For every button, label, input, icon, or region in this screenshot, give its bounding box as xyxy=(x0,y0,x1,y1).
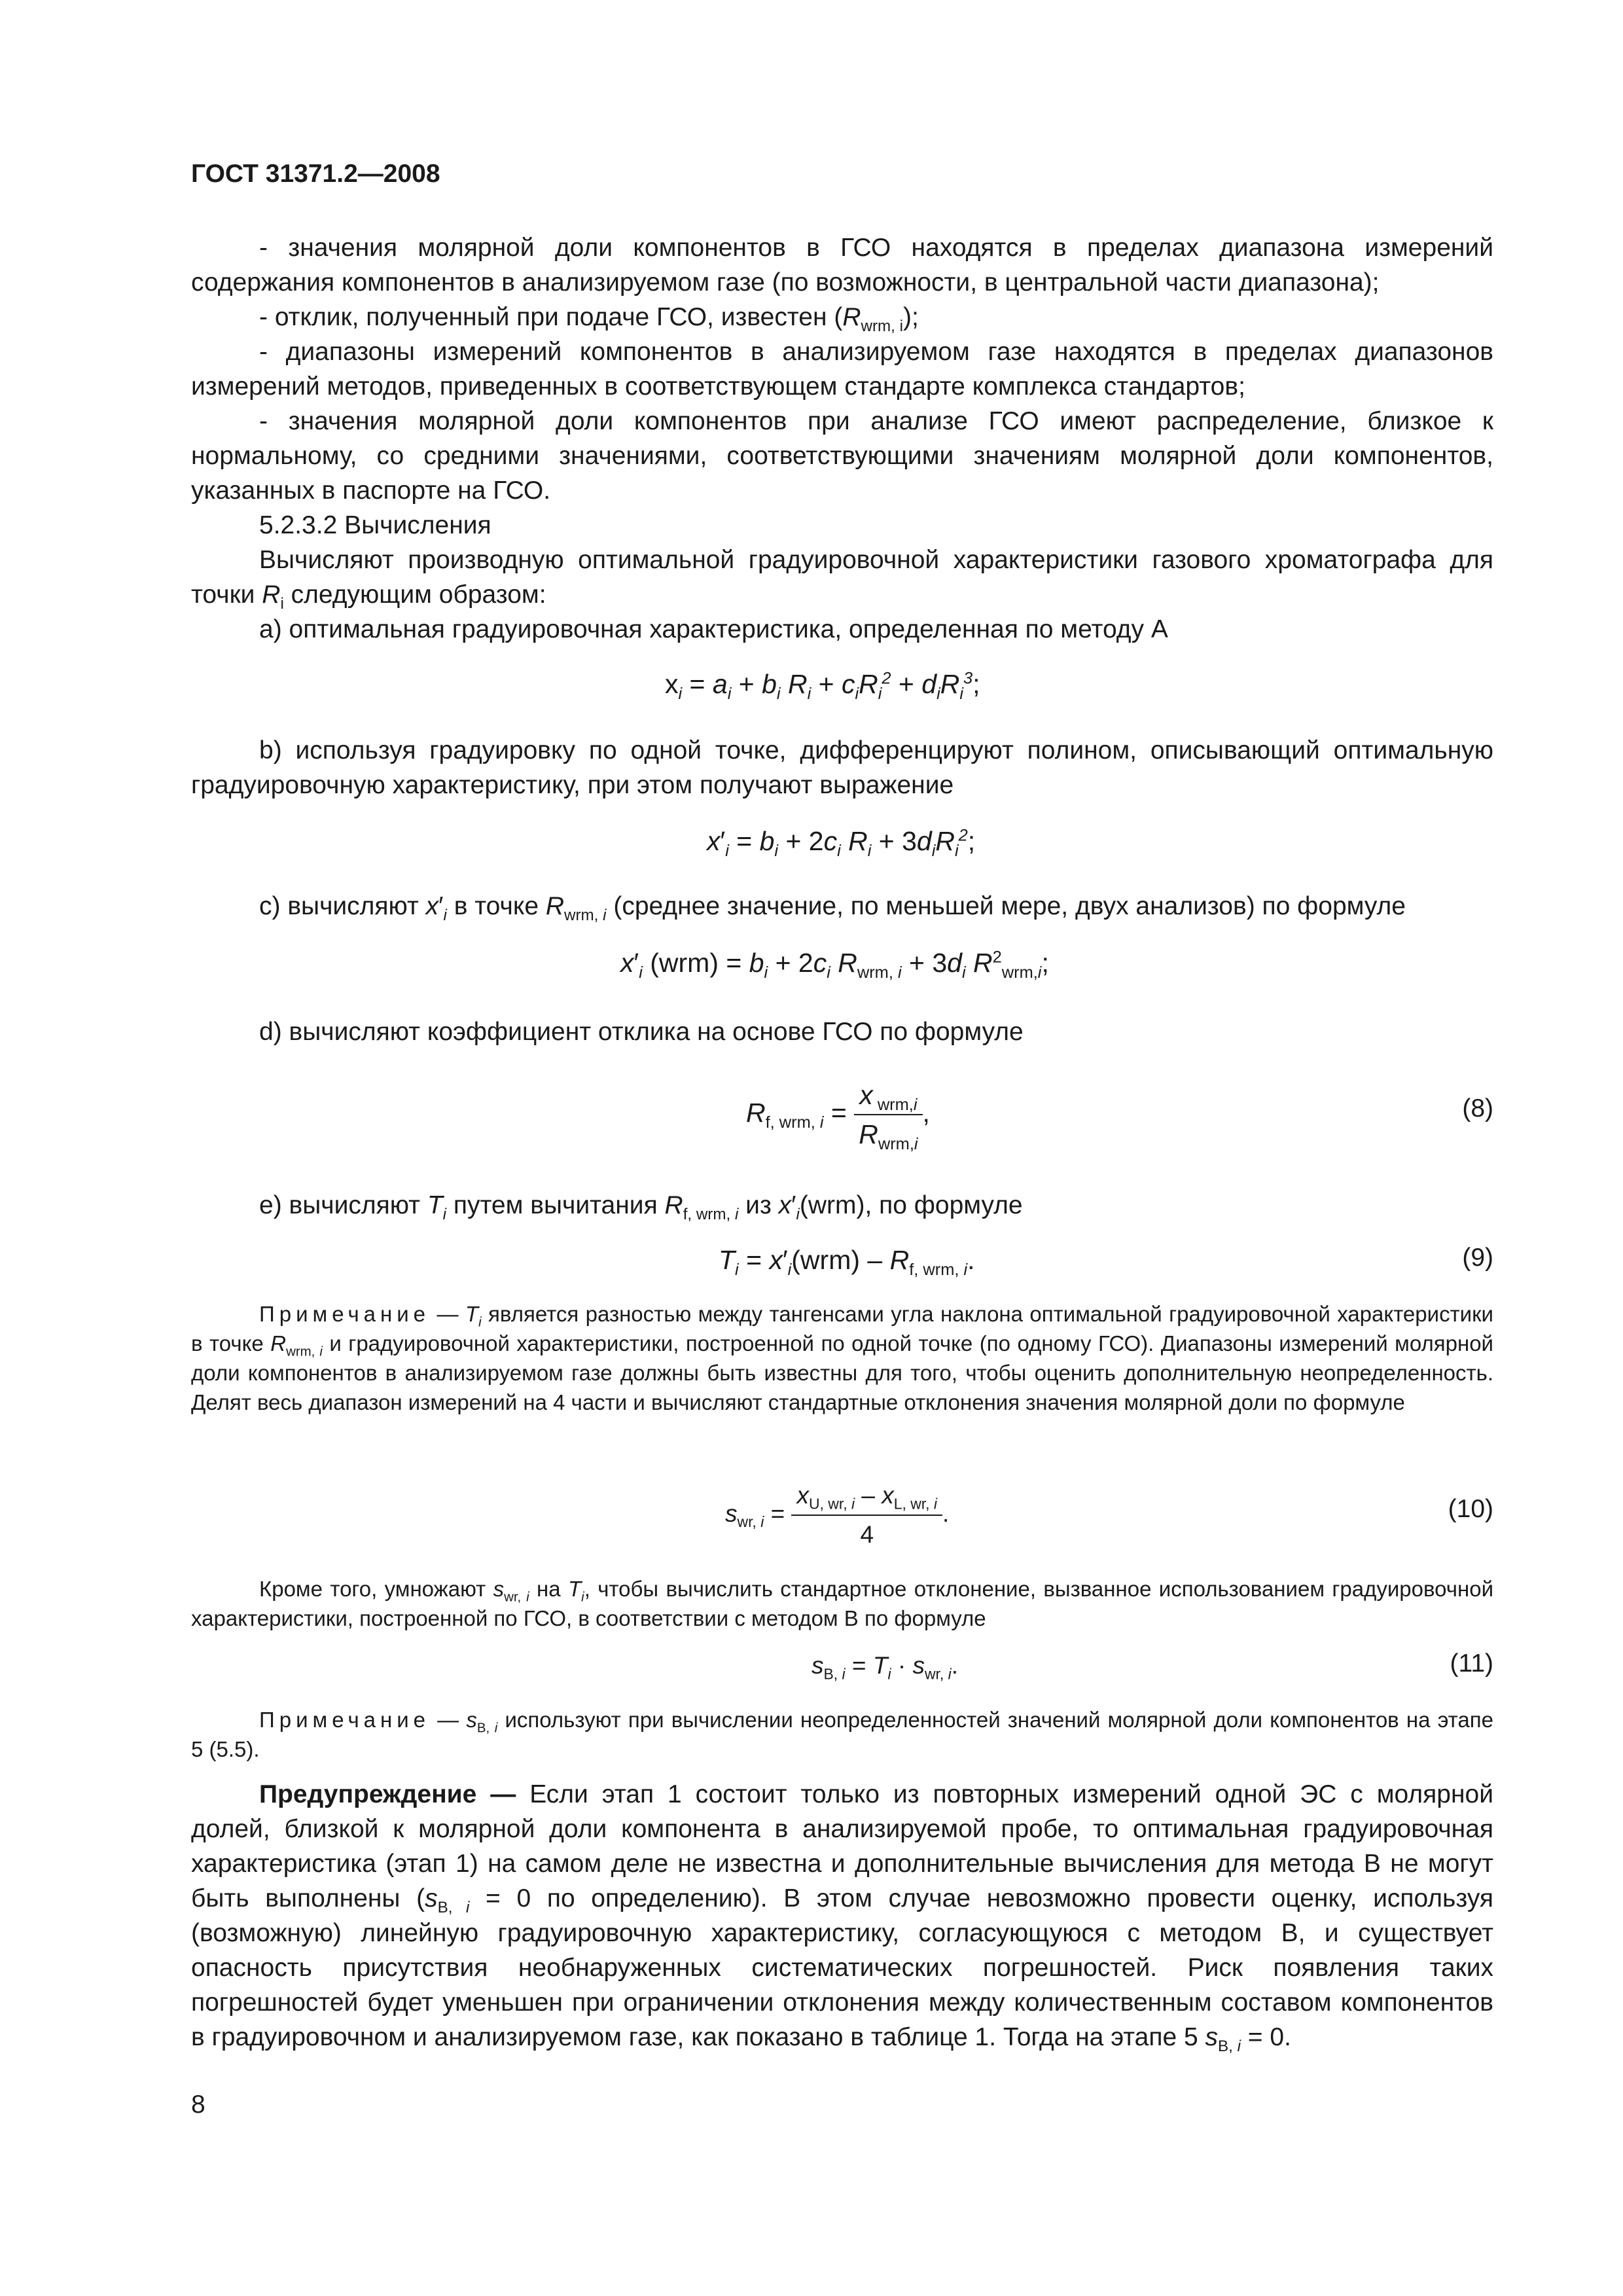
warning-paragraph: Предупреждение — Если этап 1 состоит только из повторных измерений одной ЭС с молярной долей, близкой к молярной доли компонента в анализируемой пробе, то оптимальная градуировочная характеристика (этап 1) на самом деле не известна и дополнительные вычисления для метода В не могут быть выполнены ($s_{B, i} = 0$ по определению). В этом случае невозможно провести оценку, используя (возможную) линейную градуировочную характеристику, согласующуюся с методом В, и существует опасность присутствия необнаруженных систематических погрешностей. Риск появления таких погрешностей будет уменьшен при ограничении отклонения между количественным составом компонентов в градуировочном и анализируемом газе, как показано в таблице 1. Тогда на этапе 5 $s_{B, i} = 0$. xyxy=(191,1780,1494,2055)
equation-number-8: (8) xyxy=(1462,1094,1493,1122)
equation-number-11: (11) xyxy=(1450,1649,1493,1677)
item-d: d) вычисляют коэффициент отклика на основе ГСО по формуле xyxy=(259,1018,1024,1046)
document-header: ГОСТ 31371.2—2008 xyxy=(191,160,440,188)
equation-number-10: (10) xyxy=(1448,1495,1493,1523)
item-e: e) вычисляют $T_i$ путем вычитания $R_{f, wrm, i}$ из $x'_i(wrm)$, по формуле xyxy=(259,1191,1023,1223)
note-1: Примечание — $T_i$ является разностью между тангенсами угла наклона оптимальной градуировочной характеристики в точке $R_{wrm, i}$ и градуировочной характеристики, построенной по одной точке (по одному ГСО). Диапазоны измерений молярной доли компонентов в анализируемом газе должны быть известны для того, чтобы оценить дополнительную неопределенность. Делят весь диапазон измерений на 4 части и вычисляют стандартные отклонения значения молярной доли по формуле xyxy=(191,1302,1493,1414)
item-b: b) используя градуировку по одной точке, дифференцируют полином, описывающий оптимальную градуировочную характеристику, при этом получают выражение xyxy=(191,736,1493,799)
besides-paragraph: Кроме того, умножают $s_{wr, i}$ на $T_i$, чтобы вычислить стандартное отклонение, вызванное использованием градуировочной характеристики, построенной по ГСО, в соответствии с методом В по формуле xyxy=(191,1577,1494,1630)
section-heading: 5.2.3.2 Вычисления xyxy=(259,511,491,539)
bullet-measurement-ranges: - диапазоны измерений компонентов в анализируемом газе находятся в пределах диапазонов измерений методов, приведенных в соответствующем стандарте комплекса стандартов; xyxy=(191,338,1493,401)
formula-10: $s_{wr, i}$ = $\frac{x_{U, wr, i} - x_{L, wr, i}}{4}$ . xyxy=(725,1479,949,1551)
formula-polynomial: $x_i = a_i + b_i$ $R_i + c_iR_i^2 + d_iR_i^3$; xyxy=(665,669,980,704)
item-a: a) оптимальная градуировочная характеристика, определенная по методу А xyxy=(259,615,1168,643)
equation-number-9: (9) xyxy=(1462,1244,1493,1272)
bullet-normal-distribution: - значения молярной доли компонентов при анализе ГСО имеют распределение, близкое к нормальному, со средними значениями, соответствующими значениям молярной доли компонентов, указанных в паспорте на ГСО. xyxy=(191,407,1493,505)
formula-derivative: $x'_i = b_i + 2c_i$ $R_i + 3d_iR_i^2$; xyxy=(707,826,976,861)
formula-8: $R_{f, wrm, i}$ = $\frac{x _{wrm,i}}{R_{wrm,i}}$ , xyxy=(746,1080,930,1154)
bullet-molar-range: - значения молярной доли компонентов в ГСО находятся в пределах диапазона измерений содержания компонентов в анализируемом газе (по возможности, в центральной части диапазона); xyxy=(191,234,1493,296)
formula-11: $s_{B, i} = T_i \cdot s_{wr, i}$. xyxy=(812,1652,959,1683)
item-c: c) вычисляют $x'_i$ в точке $R_{wrm, i}$ (среднее значение, по меньшей мере, двух анализов) по формуле xyxy=(259,892,1406,924)
intro-paragraph: Вычисляют производную оптимальной градуировочной характеристики газового хроматографа для точки $R_i$ следующим образом: xyxy=(191,546,1493,613)
page-number: 8 xyxy=(191,2090,205,2119)
note-2: Примечание — $s_{B, i}$ используют при вычислении неопределенностей значений молярной доли компонентов на этапе 5 (5.5). xyxy=(191,1708,1494,1761)
formula-derivative-wrm: $x'_i$ $(wrm) = b_i + 2c_i$ $R_{wrm, i} + 3d_i$ $R^2_{wrm,i}$; xyxy=(620,948,1049,982)
formula-9: $T_i = x'_i(wrm) - R_{f, wrm, i}$. xyxy=(719,1245,975,1280)
bullet-response-known: - отклик, полученный при подаче ГСО, известен $(R_{wrm, i})$; xyxy=(259,303,919,335)
